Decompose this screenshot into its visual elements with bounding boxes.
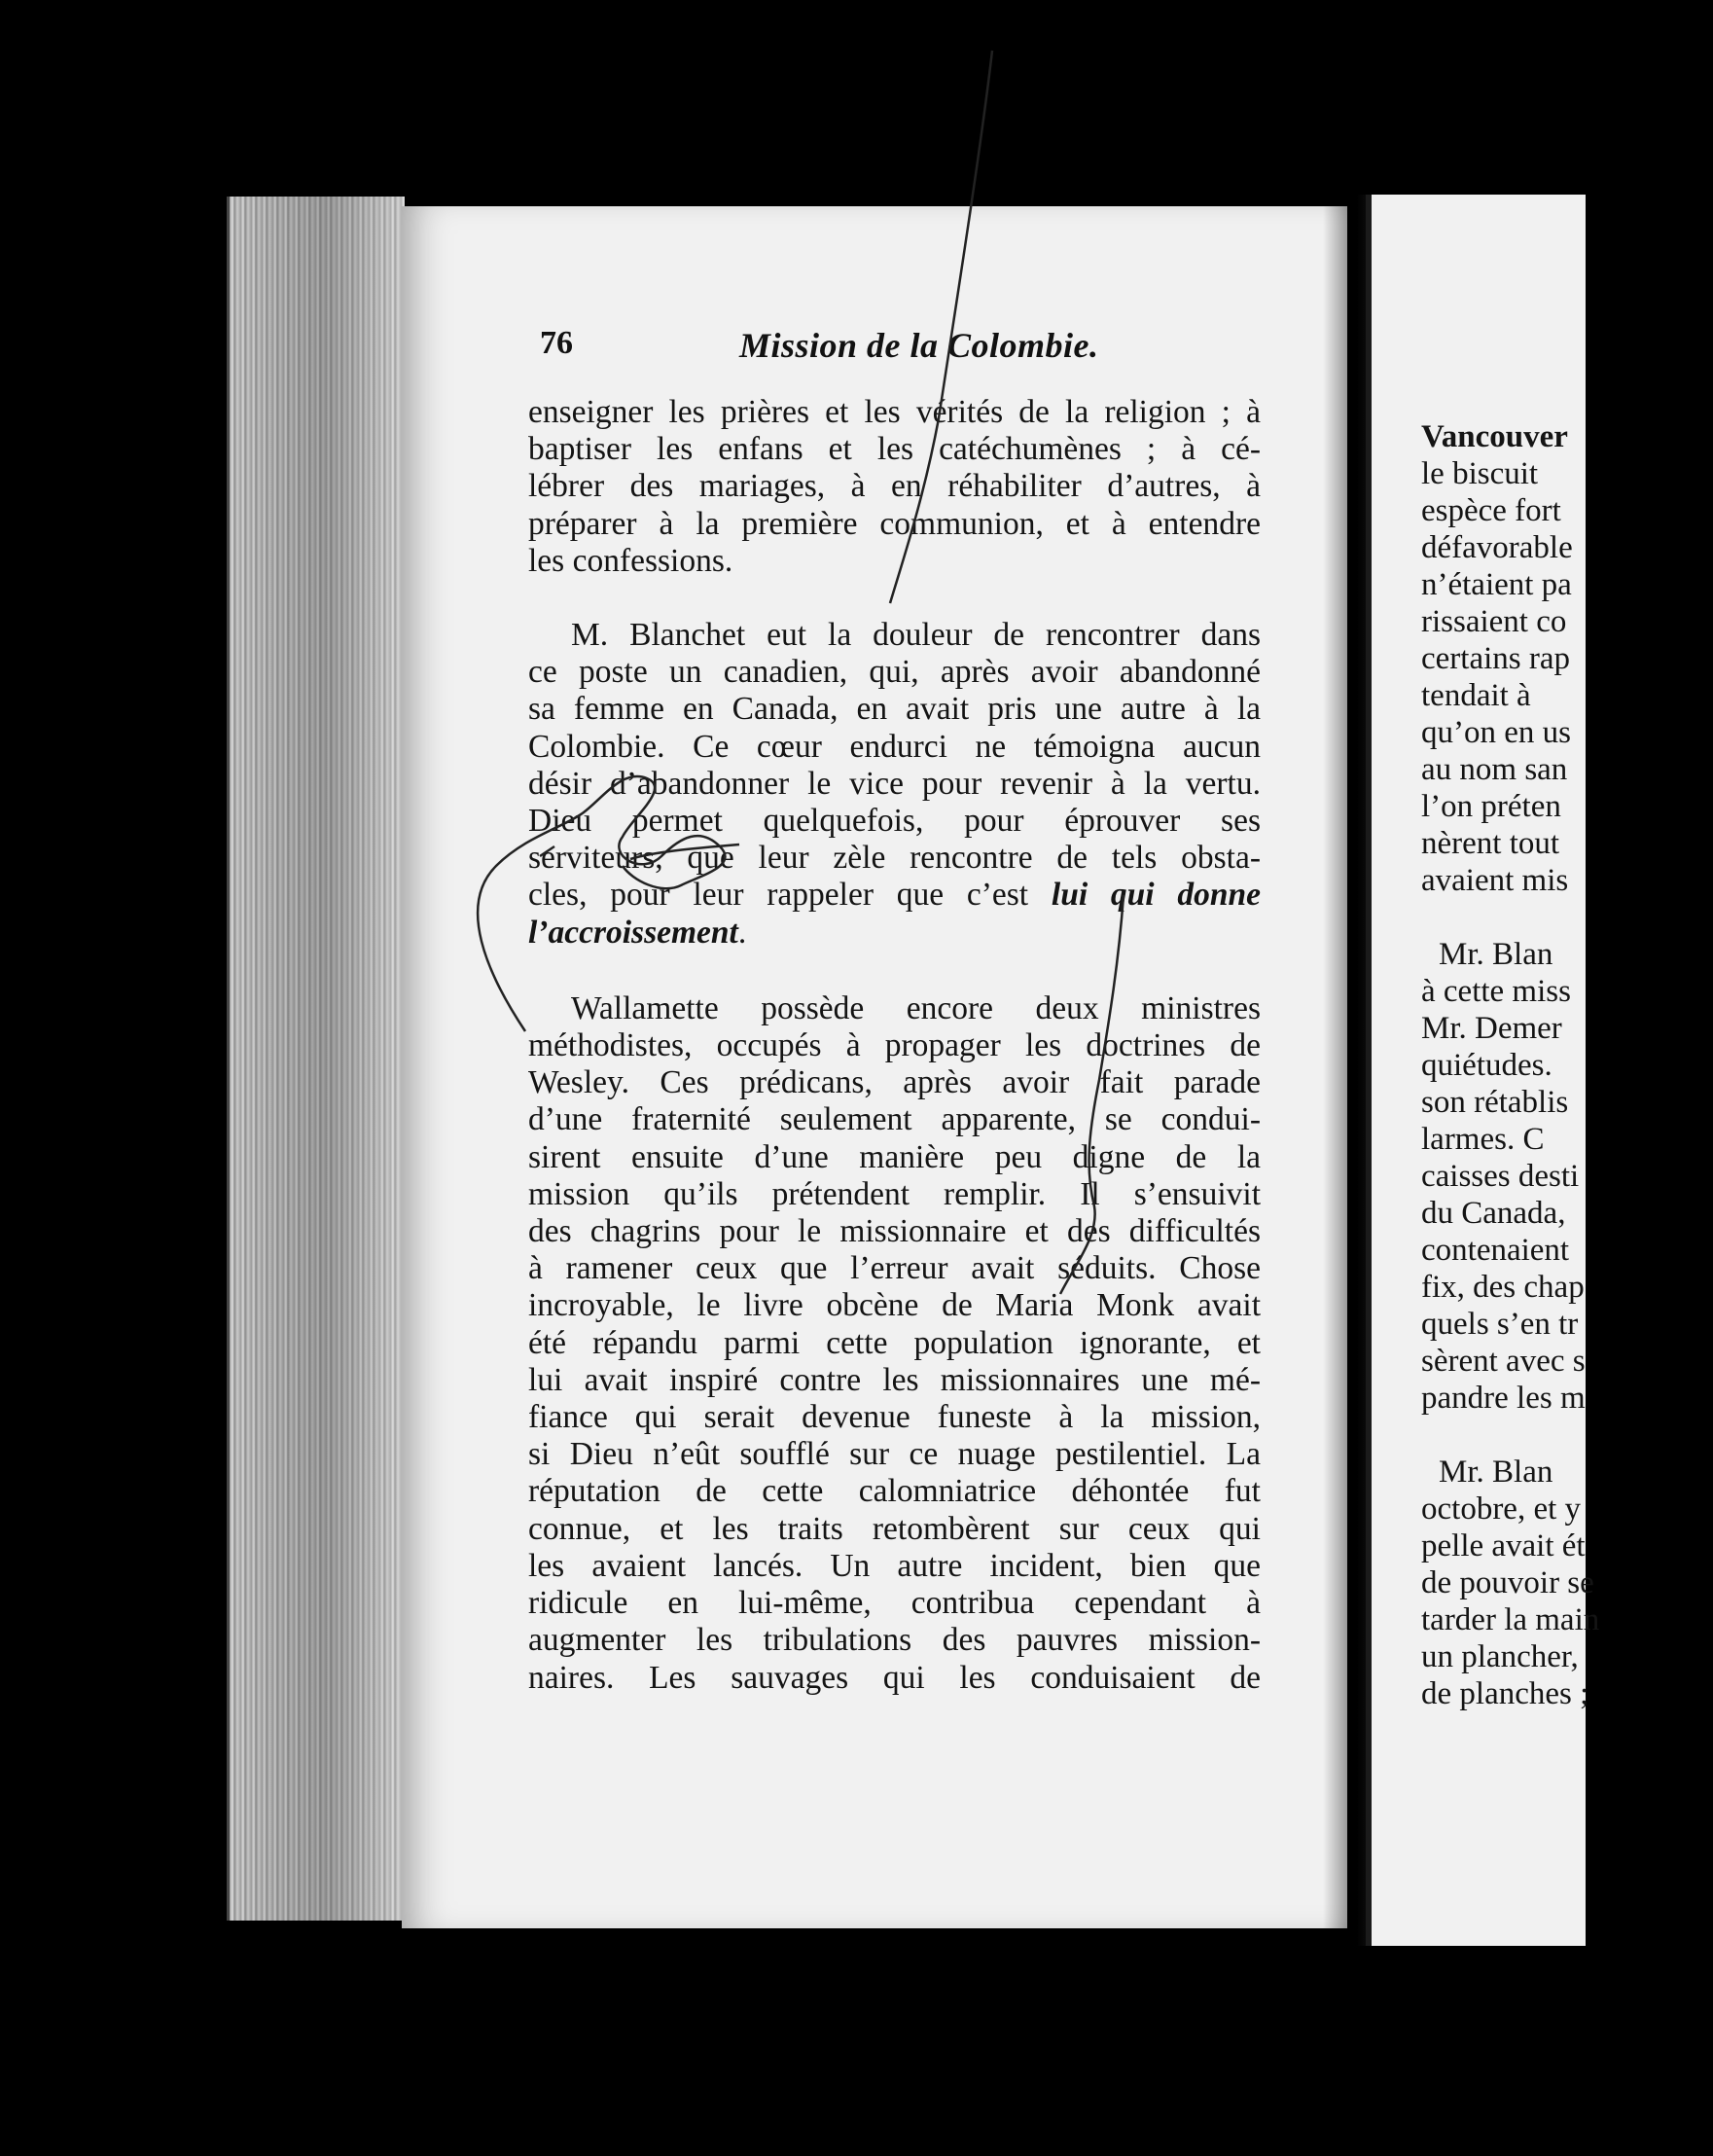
text-line: M. Blanchet eut la douleur de rencontrer dans [571,617,1261,654]
text-line: les avaient lancés. Un autre incident, bien que [528,1547,1261,1584]
text-line: tendait à [1421,678,1531,713]
text-line: incroyable, le livre obcène de Maria Monk avait [528,1287,1261,1324]
text-line: défavorable [1421,530,1573,565]
text-line: quels s’en tr [1421,1307,1579,1342]
text-line: fiance qui serait devenue funeste à la mission, [528,1399,1261,1436]
text-fragment: cles, pour leur rappeler que c’est [528,877,1029,914]
text-line: Mr. Blan [1439,1455,1553,1490]
right-block-1 [1421,418,1713,899]
text-line: caisses desti [1421,1159,1580,1194]
text-line: naires. Les sauvages qui les conduisaient de [528,1659,1261,1696]
text-line [528,915,1261,952]
text-line: de pouvoir se [1421,1565,1594,1600]
text-line: réputation de cette calomniatrice déhontée fut [528,1473,1261,1510]
text-line: certains rap [1421,641,1570,676]
text-line: à cette miss [1421,974,1571,1009]
text-line: larmes. C [1421,1122,1545,1157]
text-line: Mr. Demer [1421,1011,1562,1046]
text-line: avaient mis [1421,863,1569,898]
text-line: lui avait inspiré contre les missionnaires une mé- [528,1361,1261,1398]
text-line: fix, des chap [1421,1270,1585,1305]
text-line: été répandu parmi cette population ignorante, et [528,1324,1261,1361]
text-line: enseigner les prières et les vérités de la religion ; à [528,394,1261,430]
text-line: des chagrins pour le missionnaire et des difficultés [528,1213,1261,1250]
text-line: au nom san [1421,752,1568,787]
text-line: un plancher, [1421,1639,1579,1674]
text-line: du Canada, [1421,1196,1566,1231]
text-line: si Dieu n’eût soufflé sur ce nuage pestilentiel. La [528,1436,1261,1473]
text-line: quiétudes. [1421,1048,1552,1083]
text-line: baptiser les enfans et les catéchumènes ; à cé- [528,431,1261,468]
paragraph-2 [528,617,1261,952]
text-line: nèrent tout [1421,826,1560,861]
text-line: sirent ensuite d’une manière peu digne de la [528,1138,1261,1175]
right-page-body [1421,418,1713,1712]
text-line: rissaient co [1421,604,1567,639]
text-line: sèrent avec s [1421,1344,1586,1379]
text-line: Vancouver [1421,419,1568,454]
emphasis-text: lui qui donne [1051,877,1262,914]
text-line: d’une fraternité seulement apparente, se condui- [528,1101,1261,1138]
text-line: ridicule en lui-même, contribua cependant à [528,1585,1261,1622]
text-line: lébrer des mariages, à en réhabiliter d’autres, à [528,468,1261,505]
left-page-body [528,394,1261,1697]
text-line: augmenter les tribulations des pauvres mission- [528,1622,1261,1659]
text-line: mission qu’ils prétendent remplir. Il s’ensuivit [528,1175,1261,1212]
right-block-3 [1421,1454,1713,1712]
text-line: connue, et les traits retombèrent sur ceux qui [528,1510,1261,1547]
text-line: préparer à la première communion, et à entendre [528,505,1261,542]
text-fragment: . [737,914,747,951]
text-line: méthodistes, occupés à propager les doctrines de [528,1027,1261,1064]
paragraph-1 [528,394,1261,580]
page-number: 76 [540,325,573,361]
text-line: de planches ; [1421,1676,1589,1711]
text-line: à ramener ceux que l’erreur avait séduits. Chose [528,1250,1261,1287]
text-line: contenaient [1421,1233,1570,1268]
text-line: Colombie. Ce cœur endurci ne témoigna aucun [528,728,1261,765]
text-line: les confessions. [528,542,733,579]
text-line: n’étaient pa [1421,567,1572,602]
text-line: qu’on en us [1421,715,1571,750]
text-line: Dieu permet quelquefois, pour éprouver ses [528,803,1261,840]
text-line [528,877,1261,914]
book-page-edges [227,197,405,1921]
text-line: serviteurs, que leur zèle rencontre de tels obsta- [528,840,1261,877]
text-line: pelle avait ét [1421,1528,1586,1563]
book-gutter [1323,195,1372,1946]
text-line: tarder la main [1421,1602,1600,1637]
text-line: son rétablis [1421,1085,1569,1120]
text-line: désir d’abandonner le vice pour revenir à la vertu. [528,765,1261,802]
text-line: pandre les m [1421,1381,1586,1416]
text-line: Mr. Blan [1439,937,1553,972]
text-line: sa femme en Canada, en avait pris une autre à la [528,691,1261,728]
running-head: Mission de la Colombie. [739,326,1099,365]
page-header [540,325,1109,374]
right-block-2 [1421,936,1713,1417]
text-line: Wesley. Ces prédicans, après avoir fait parade [528,1064,1261,1101]
text-line: espèce fort [1421,493,1561,528]
paragraph-3 [528,990,1261,1697]
text-line: octobre, et y [1421,1491,1582,1527]
text-line: le biscuit [1421,456,1539,491]
text-line: l’on préten [1421,789,1561,824]
text-line: Wallamette possède encore deux ministres [571,989,1261,1026]
emphasis-text: l’accroissement [528,914,738,951]
text-line: ce poste un canadien, qui, après avoir abandonné [528,654,1261,691]
